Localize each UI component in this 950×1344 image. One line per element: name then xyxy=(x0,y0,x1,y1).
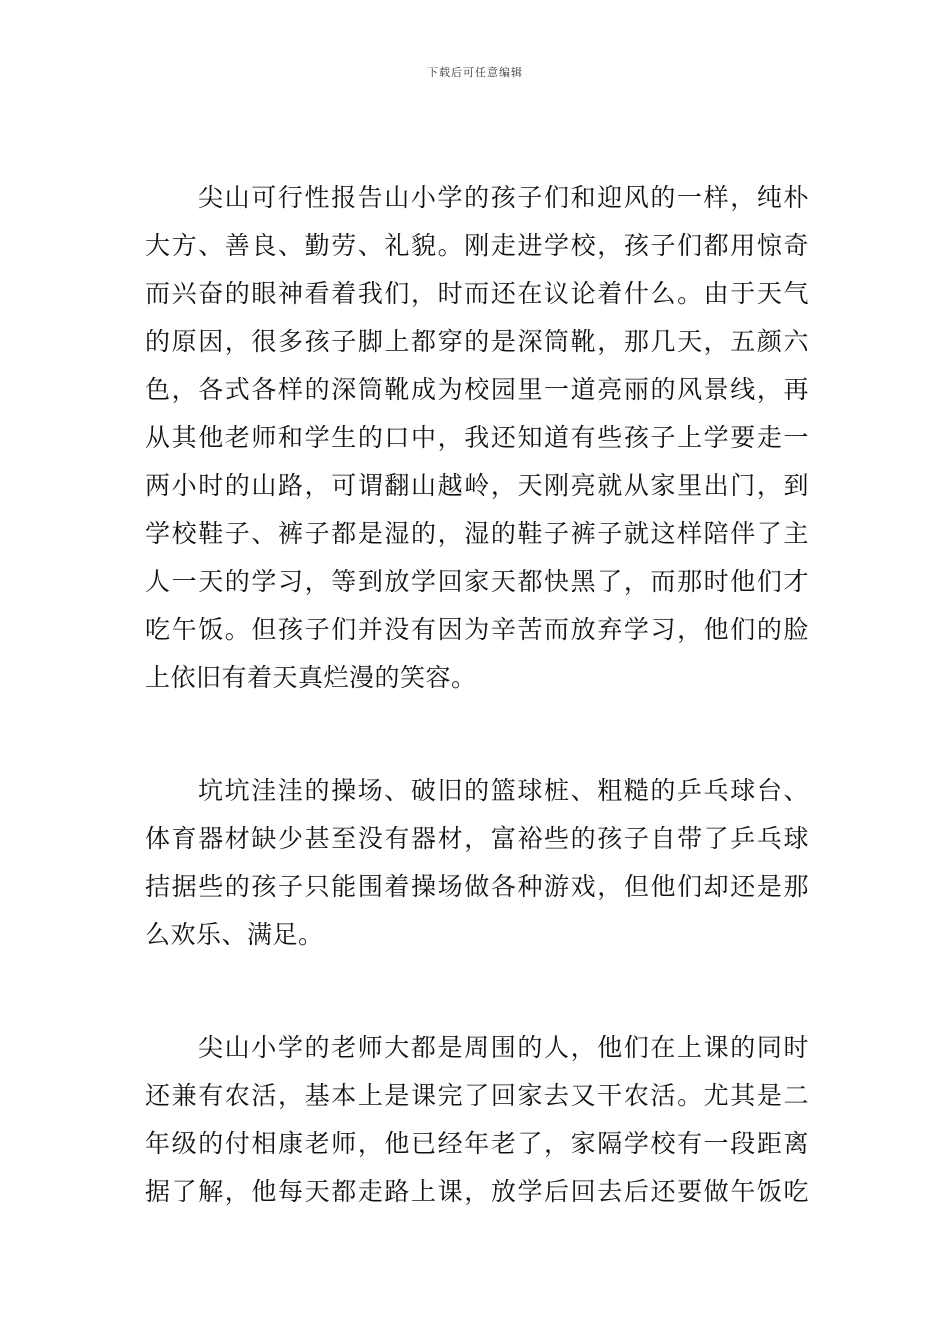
paragraph-2 xyxy=(145,767,809,959)
text-line: 上依旧有着天真烂漫的笑容。 xyxy=(145,663,477,692)
text-line: 体育器材缺少甚至没有器材，富裕些的孩子自带了乒乓球 xyxy=(145,824,809,853)
text-line: 色，各式各样的深筒靴成为校园里一道亮丽的风景线，再 xyxy=(145,375,809,404)
text-line: 坑坑洼洼的操场、破旧的篮球桩、粗糙的乒乓球台、 xyxy=(198,776,809,805)
text-line: 的原因，很多孩子脚上都穿的是深筒靴，那几天，五颜六 xyxy=(145,327,809,356)
text-line: 人一天的学习，等到放学回家天都快黑了，而那时他们才 xyxy=(145,567,809,596)
text-line: 学校鞋子、裤子都是湿的，湿的鞋子裤子就这样陪伴了主 xyxy=(145,519,809,548)
text-line: 而兴奋的眼神看着我们，时而还在议论着什么。由于天气 xyxy=(145,279,809,308)
text-line: 吃午饭。但孩子们并没有因为辛苦而放弃学习，他们的脸 xyxy=(145,615,809,644)
document-body xyxy=(145,174,809,1216)
text-line: 据了解，他每天都走路上课，放学后回去后还要做午饭吃 xyxy=(145,1177,809,1206)
paragraph-3 xyxy=(145,1024,809,1216)
text-line: 么欢乐、满足。 xyxy=(145,920,324,949)
text-line: 尖山可行性报告山小学的孩子们和迎风的一样，纯朴 xyxy=(198,183,809,212)
paragraph-1 xyxy=(145,174,809,702)
text-line: 还兼有农活，基本上是课完了回家去又干农活。尤其是二 xyxy=(145,1081,809,1110)
text-line: 从其他老师和学生的口中，我还知道有些孩子上学要走一 xyxy=(145,423,809,452)
text-line: 年级的付相康老师，他已经年老了，家隔学校有一段距离 xyxy=(145,1129,809,1158)
text-line: 大方、善良、勤劳、礼貌。刚走进学校，孩子们都用惊奇 xyxy=(145,231,809,260)
text-line: 拮据些的孩子只能围着操场做各种游戏，但他们却还是那 xyxy=(145,872,809,901)
text-line: 尖山小学的老师大都是周围的人，他们在上课的同时 xyxy=(198,1033,809,1062)
text-line: 两小时的山路，可谓翻山越岭，天刚亮就从家里出门，到 xyxy=(145,471,809,500)
page-header: 下载后可任意编辑 xyxy=(427,66,523,79)
